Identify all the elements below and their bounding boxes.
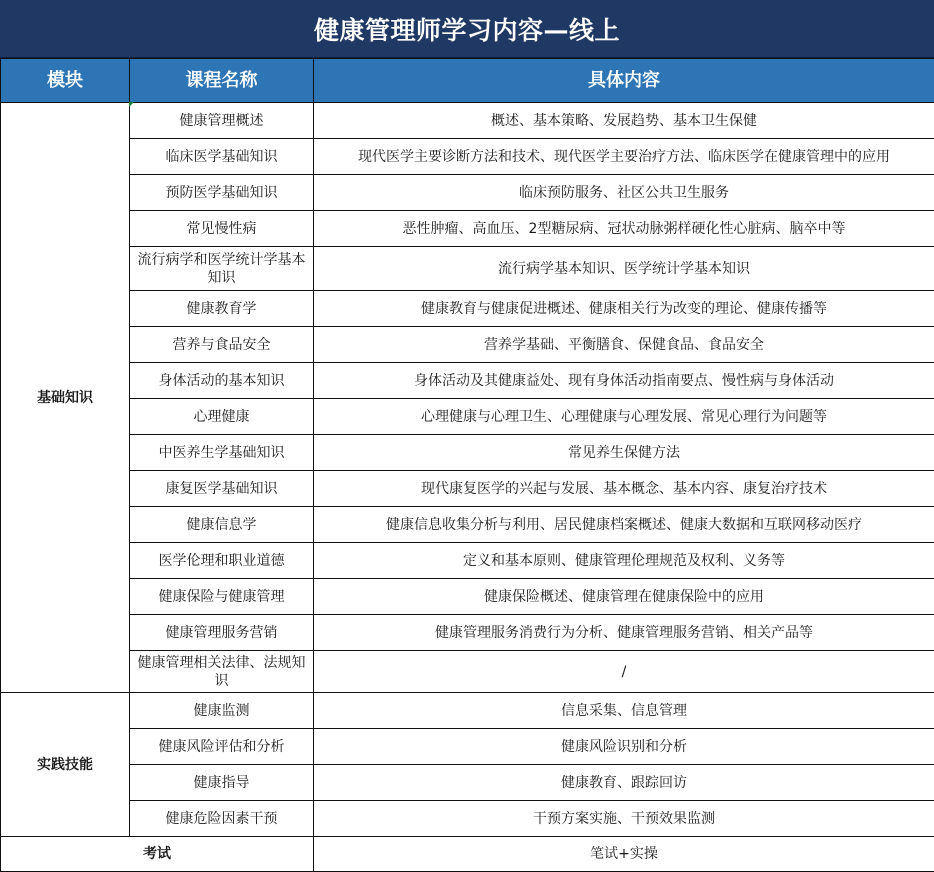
table-row xyxy=(1,175,934,211)
course-cell: 康复医学基础知识 xyxy=(130,471,314,507)
course-cell: 健康风险评估和分析 xyxy=(130,729,314,765)
course-cell: 医学伦理和职业道德 xyxy=(130,543,314,579)
header-module: 模块 xyxy=(1,59,130,103)
table-row xyxy=(1,139,934,175)
course-cell: 健康管理相关法律、法规知识 xyxy=(130,651,314,693)
course-cell: 健康危险因素干预 xyxy=(130,801,314,837)
exam-content: 笔试+实操 xyxy=(314,837,934,872)
table-row xyxy=(1,291,934,327)
table-row xyxy=(1,363,934,399)
course-cell: 健康管理概述 xyxy=(130,103,314,139)
table-row xyxy=(1,729,934,765)
header-course: 课程名称 xyxy=(130,59,314,103)
course-cell: 健康教育学 xyxy=(130,291,314,327)
table-row xyxy=(1,471,934,507)
content-cell: 现代康复医学的兴起与发展、基本概念、基本内容、康复治疗技术 xyxy=(314,471,934,507)
course-cell: 健康保险与健康管理 xyxy=(130,579,314,615)
table-header-row xyxy=(1,59,934,103)
module-cell: 基础知识 xyxy=(1,103,130,693)
content-cell: 健康信息收集分析与利用、居民健康档案概述、健康大数据和互联网移动医疗 xyxy=(314,507,934,543)
course-cell: 流行病学和医学统计学基本知识 xyxy=(130,247,314,291)
exam-label: 考试 xyxy=(1,837,314,872)
content-cell: 概述、基本策略、发展趋势、基本卫生保健 xyxy=(314,103,934,139)
course-cell: 临床医学基础知识 xyxy=(130,139,314,175)
content-cell: 身体活动及其健康益处、现有身体活动指南要点、慢性病与身体活动 xyxy=(314,363,934,399)
table-row xyxy=(1,615,934,651)
header-content: 具体内容 xyxy=(314,59,934,103)
course-cell: 心理健康 xyxy=(130,399,314,435)
course-cell: 预防医学基础知识 xyxy=(130,175,314,211)
course-cell: 健康监测 xyxy=(130,693,314,729)
exam-row xyxy=(1,837,934,872)
content-cell: / xyxy=(314,651,934,693)
content-cell: 健康教育、跟踪回访 xyxy=(314,765,934,801)
course-cell: 常见慢性病 xyxy=(130,211,314,247)
table-row xyxy=(1,399,934,435)
table-row xyxy=(1,247,934,291)
table-row xyxy=(1,327,934,363)
content-cell: 健康保险概述、健康管理在健康保险中的应用 xyxy=(314,579,934,615)
content-cell: 营养学基础、平衡膳食、保健食品、食品安全 xyxy=(314,327,934,363)
curriculum-table xyxy=(0,58,934,872)
table-row xyxy=(1,651,934,693)
cell-comment-marker xyxy=(129,102,134,107)
content-cell: 恶性肿瘤、高血压、2型糖尿病、冠状动脉粥样硬化性心脏病、脑卒中等 xyxy=(314,211,934,247)
table-row xyxy=(1,543,934,579)
table-row xyxy=(1,211,934,247)
content-cell: 临床预防服务、社区公共卫生服务 xyxy=(314,175,934,211)
content-cell: 现代医学主要诊断方法和技术、现代医学主要治疗方法、临床医学在健康管理中的应用 xyxy=(314,139,934,175)
course-cell: 营养与食品安全 xyxy=(130,327,314,363)
course-cell: 健康信息学 xyxy=(130,507,314,543)
course-cell: 健康管理服务营销 xyxy=(130,615,314,651)
table-row xyxy=(1,579,934,615)
content-cell: 信息采集、信息管理 xyxy=(314,693,934,729)
course-cell: 中医养生学基础知识 xyxy=(130,435,314,471)
table-row xyxy=(1,693,934,729)
content-cell: 健康教育与健康促进概述、健康相关行为改变的理论、健康传播等 xyxy=(314,291,934,327)
content-cell: 定义和基本原则、健康管理伦理规范及权利、义务等 xyxy=(314,543,934,579)
content-cell: 心理健康与心理卫生、心理健康与心理发展、常见心理行为问题等 xyxy=(314,399,934,435)
table-row xyxy=(1,801,934,837)
content-cell: 流行病学基本知识、医学统计学基本知识 xyxy=(314,247,934,291)
page-title: 健康管理师学习内容—线上 xyxy=(0,0,934,58)
table-row xyxy=(1,507,934,543)
course-cell: 身体活动的基本知识 xyxy=(130,363,314,399)
module-cell: 实践技能 xyxy=(1,693,130,837)
content-cell: 健康管理服务消费行为分析、健康管理服务营销、相关产品等 xyxy=(314,615,934,651)
content-cell: 健康风险识别和分析 xyxy=(314,729,934,765)
content-cell: 常见养生保健方法 xyxy=(314,435,934,471)
table-row xyxy=(1,103,934,139)
course-cell: 健康指导 xyxy=(130,765,314,801)
content-cell: 干预方案实施、干预效果监测 xyxy=(314,801,934,837)
table-row xyxy=(1,435,934,471)
table-row xyxy=(1,765,934,801)
